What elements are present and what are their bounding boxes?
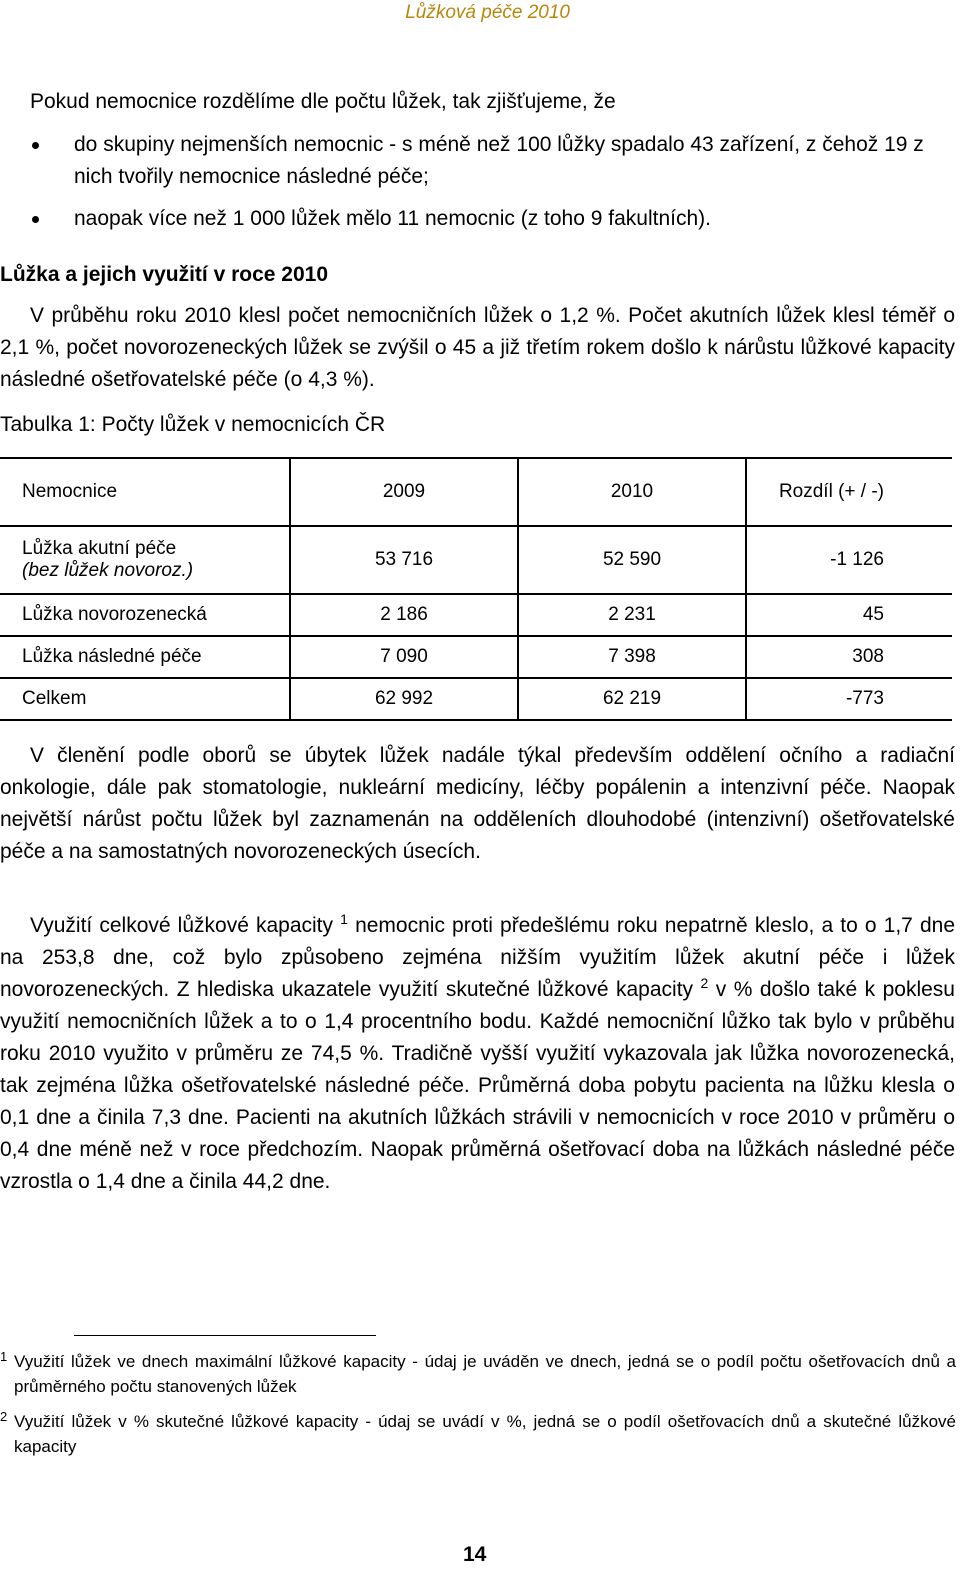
list-item-text: do skupiny nejmenších nemocnic - s méně než 100 lůžky spadalo 43 zařízení, z čehož 19 z nich tvořily nemocnice následné péče; <box>74 133 924 188</box>
cell-difference: -1 126 <box>830 549 884 570</box>
cell-2009: 7 090 <box>290 636 518 678</box>
page-number: 14 <box>463 1543 487 1566</box>
paragraph-text: v % došlo také k poklesu využití nemocničních lůžek a to o 1,4 procentního bodu. Každé nemocniční lůžko tak bylo v průběhu roku 2010 využito v průměru ze 74,5 %. Tradičně vyšší využití vykazovala jak lůžka novorozenecká, tak zejména lůžka ošetřovatelské následné péče. Průměrná doba pobytu pacienta na lůžku klesla o 0,1 dne a činila 7,3 dne. Pacienti na akutních lůžkách strávili v nemocnicích v roce 2010 v průměru o 0,4 dne méně než v roce předchozím. Naopak průměrná ošetřovací doba na lůžkách následné péče vzrostla o 1,4 dne a činila 44,2 dne. <box>0 978 955 1193</box>
footnote <box>0 1409 956 1459</box>
footnote-ref: 2 <box>700 975 709 991</box>
column-header-2010: 2010 <box>518 458 746 526</box>
paragraph <box>0 910 955 1198</box>
footnote-ref: 1 <box>340 911 348 927</box>
row-label <box>0 526 290 594</box>
footnote-divider <box>74 1335 376 1336</box>
bullet-icon <box>32 142 39 149</box>
footnote-mark: 2 <box>0 1409 8 1424</box>
table-row <box>0 594 952 636</box>
row-label: Lůžka následné péče <box>0 636 290 678</box>
bullet-icon <box>32 216 39 223</box>
intro-text: Pokud nemocnice rozdělíme dle počtu lůžek, tak zjišťujeme, že <box>30 90 616 113</box>
table-caption: Tabulka 1: Počty lůžek v nemocnicích ČR <box>0 413 386 436</box>
cell-2010: 52 590 <box>518 526 746 594</box>
paragraph <box>0 300 955 396</box>
cell-2010: 2 231 <box>518 594 746 636</box>
cell-difference: 45 <box>862 604 884 625</box>
footnote-text: Využití lůžek ve dnech maximální lůžkové kapacity - údaj je uváděn ve dnech, jedná se o podíl počtu ošetřovacích dnů a průměrného počtu stanovených lůžek <box>14 1352 956 1396</box>
cell-difference: 308 <box>852 646 884 667</box>
cell-2009: 62 992 <box>290 678 518 720</box>
column-header-hospital: Nemocnice <box>0 458 290 526</box>
cell-2010: 7 398 <box>518 636 746 678</box>
column-header-difference: Rozdíl (+ / -) <box>778 481 884 502</box>
list-item <box>30 203 955 235</box>
paragraph-text: nemocnic proti předešlému roku nepatrně kleslo, a to o 1,7 dne na 253,8 dne, což bylo způsobeno zejména nižším využitím lůžek akutní péče i lůžek novorozeneckých. Z hlediska ukazatele využití skutečné lůžkové kapacity <box>0 914 956 1001</box>
paragraph <box>0 740 955 868</box>
table-row <box>0 636 952 678</box>
cell-2009: 2 186 <box>290 594 518 636</box>
footnote <box>0 1349 956 1399</box>
running-header: Lůžková péče 2010 <box>405 2 570 23</box>
row-label-text: Lůžka akutní péče <box>22 538 177 559</box>
paragraph-text: V členění podle oborů se úbytek lůžek nadále týkal především oddělení očního a radiační onkologie, dále pak stomatologie, nukleární medicíny, léčby popálenin a intenzivní péče. Naopak největší nárůst počtu lůžek byl zaznamenán na odděleních dlouhodobé (intenzivní) ošetřovatelské péče a na samostatných novorozeneckých úsecích. <box>0 744 955 863</box>
table-row <box>0 526 952 594</box>
row-label: Celkem <box>0 678 290 720</box>
row-label-note: (bez lůžek novoroz.) <box>22 560 194 581</box>
column-header-2009: 2009 <box>290 458 518 526</box>
beds-table <box>0 457 952 721</box>
row-label: Lůžka novorozenecká <box>0 594 290 636</box>
cell-difference: -773 <box>845 688 884 709</box>
cell-2009: 53 716 <box>290 526 518 594</box>
list-item <box>30 129 955 193</box>
footnote-mark: 1 <box>0 1349 8 1364</box>
footnote-text: Využití lůžek v % skutečné lůžkové kapacity - údaj se uvádí v %, jedná se o podíl ošetřovacích dnů a skutečné lůžkové kapacity <box>14 1412 956 1456</box>
table-row <box>0 678 952 720</box>
paragraph-text: V průběhu roku 2010 klesl počet nemocničních lůžek o 1,2 %. Počet akutních lůžek klesl téměř o 2,1 %, počet novorozeneckých lůžek se zvýšil o 45 a již třetím rokem došlo k nárůstu lůžkové kapacity následné ošetřovatelské péče (o 4,3 %). <box>0 304 955 391</box>
bullet-list <box>30 129 955 245</box>
section-heading: Lůžka a jejich využití v roce 2010 <box>0 263 328 286</box>
paragraph-text: Využití celkové lůžkové kapacity <box>30 914 334 937</box>
list-item-text: naopak více než 1 000 lůžek mělo 11 nemocnic (z toho 9 fakultních). <box>74 207 711 230</box>
cell-2010: 62 219 <box>518 678 746 720</box>
table-header-row <box>0 458 952 526</box>
